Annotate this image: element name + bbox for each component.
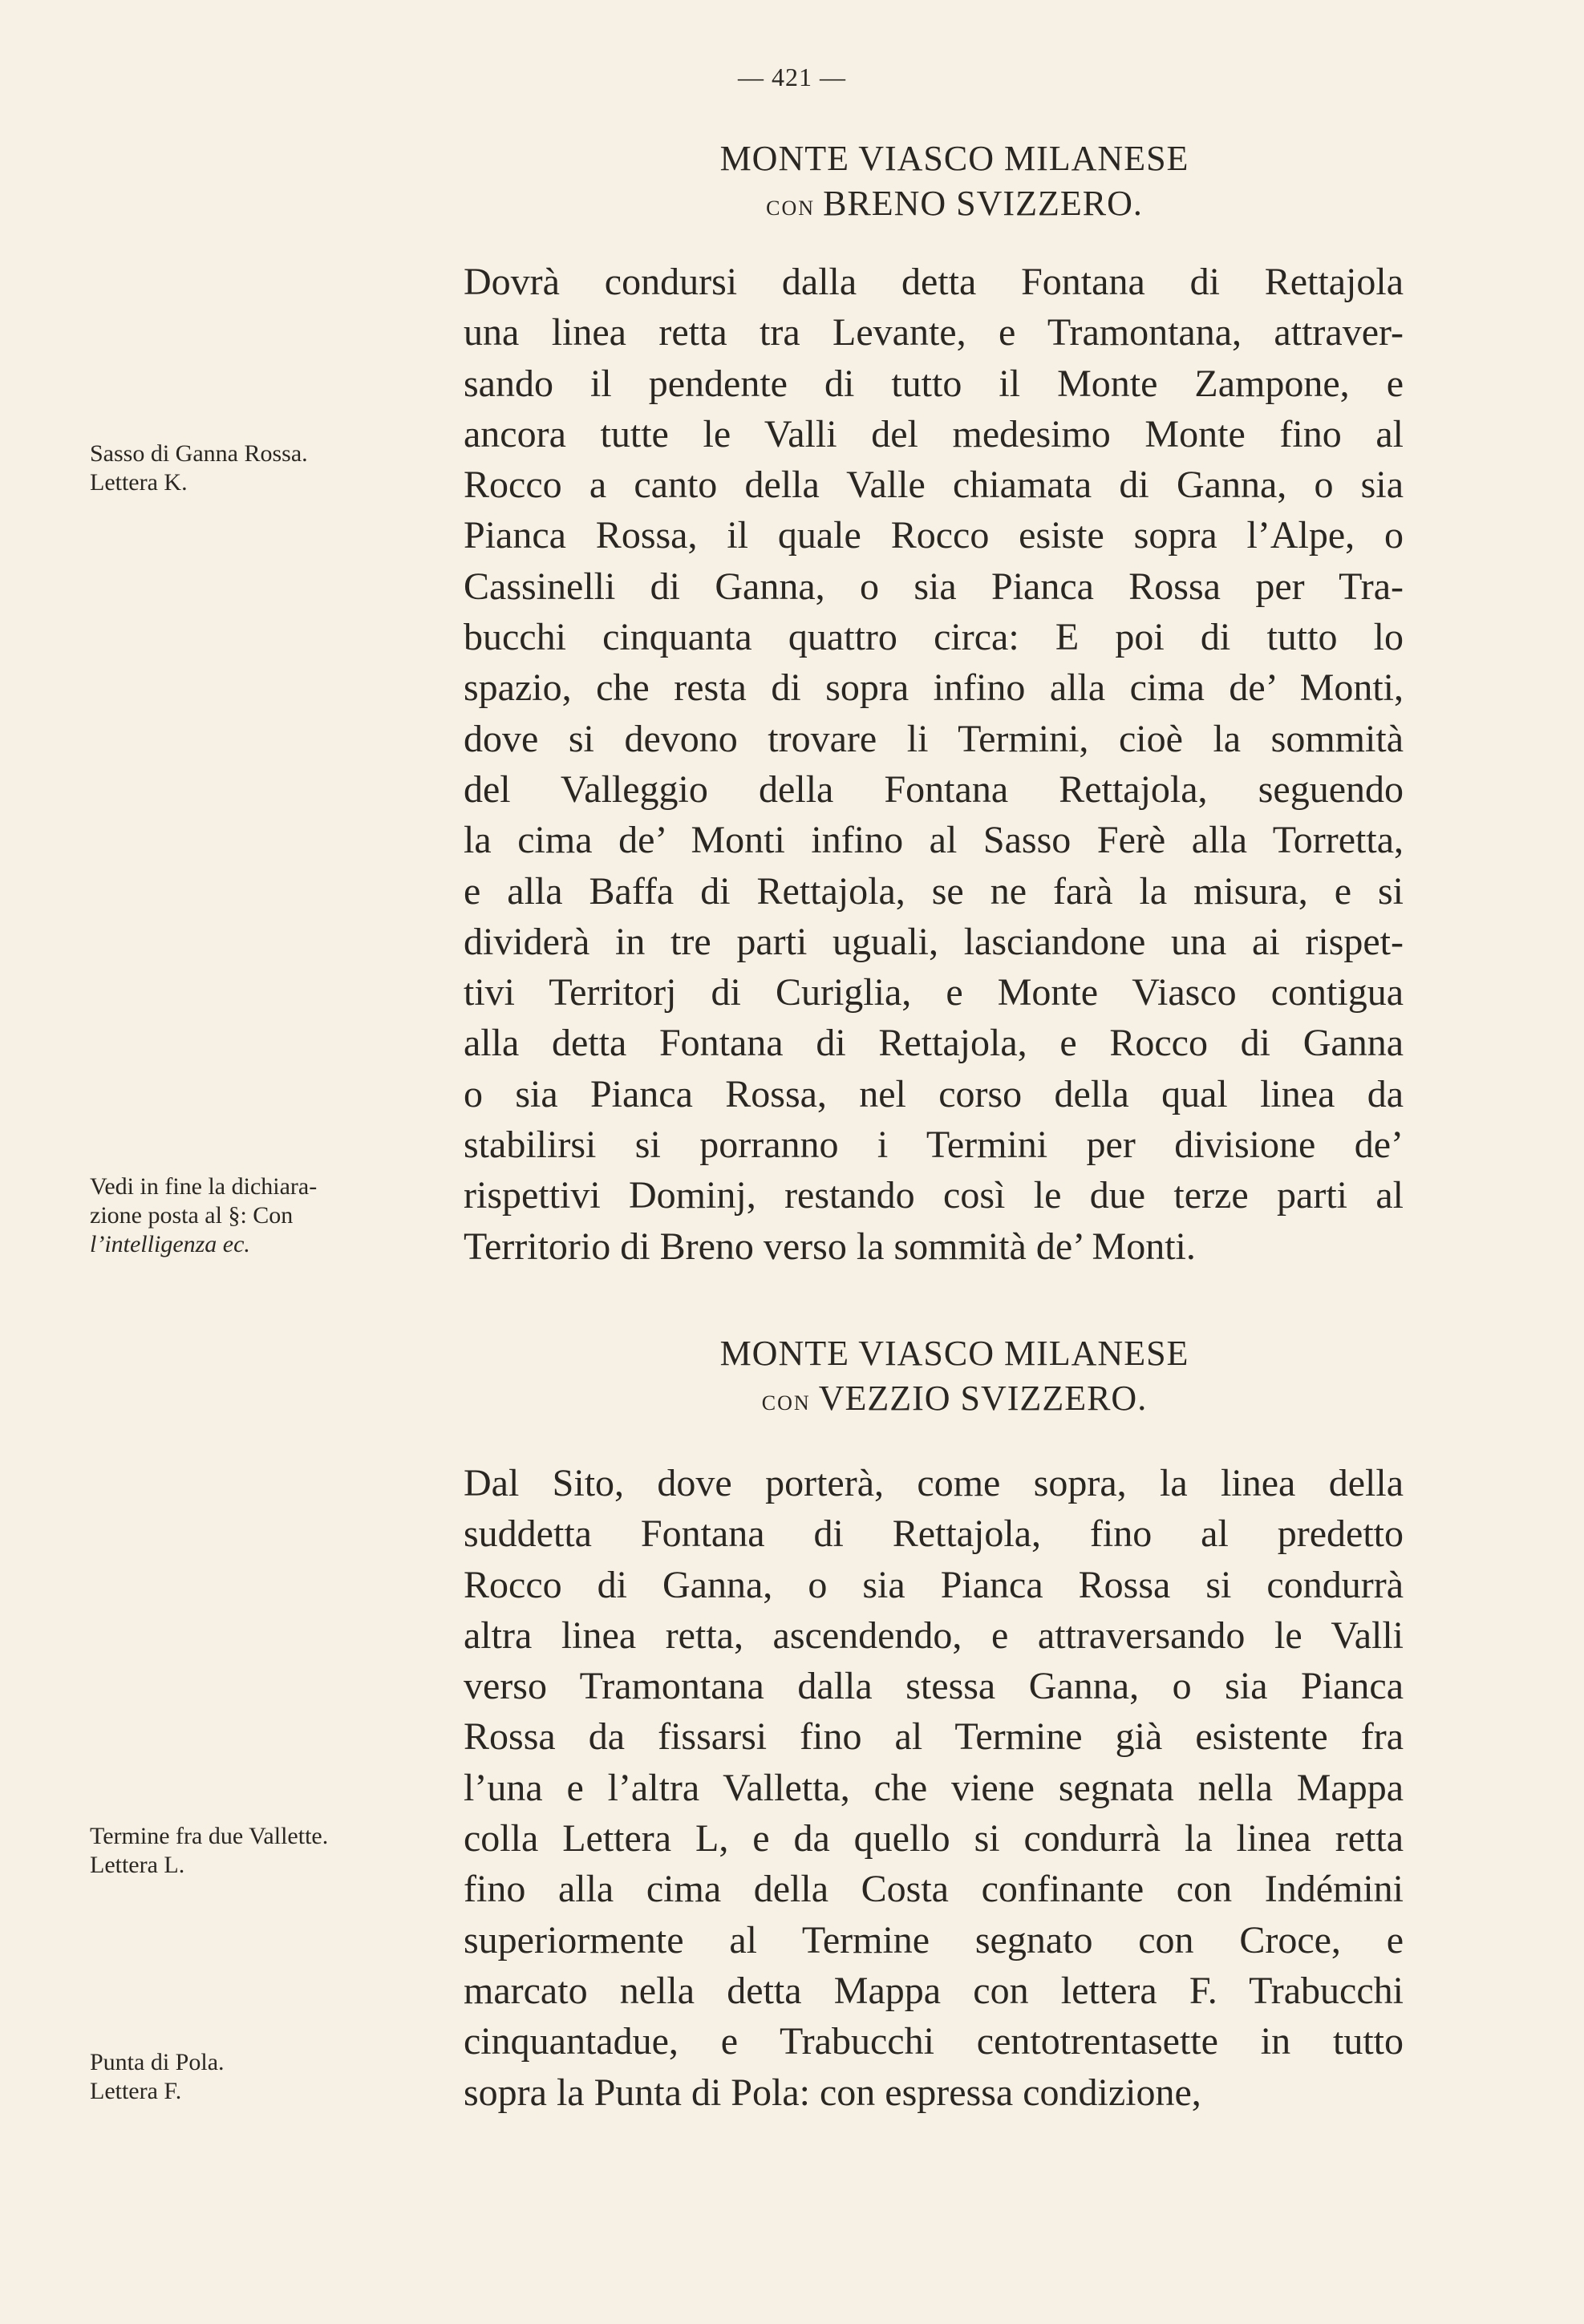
text-line: stabilirsi si porranno i Termini per divisione de’ bbox=[464, 1124, 1404, 1167]
text-line: altra linea retta, ascendendo, e attraversando le Valli bbox=[464, 1613, 1404, 1657]
text-line: sando il pendente di tutto il Monte Zampone, e bbox=[464, 362, 1404, 405]
text-line: Cassinelli di Ganna, o sia Pianca Rossa per Tra- bbox=[464, 565, 1404, 608]
paragraph-breno bbox=[464, 257, 1404, 1272]
note-line: Sasso di Ganna Rossa. bbox=[90, 440, 308, 467]
note-line: zione posta al §: Con bbox=[90, 1202, 294, 1229]
note-line: Termine fra due Vallette. bbox=[90, 1823, 329, 1849]
subtitle-prefix: CON bbox=[761, 1391, 811, 1415]
section-subtitle bbox=[461, 181, 1448, 231]
note-line: Punta di Pola. bbox=[90, 2049, 225, 2075]
text-line: spazio, che resta di sopra infino alla cima de’ Monti, bbox=[464, 666, 1404, 710]
text-line: o sia Pianca Rossa, nel corso della qual linea da bbox=[464, 1072, 1404, 1115]
text-line: Rocco a canto della Valle chiamata di Ganna, o sia bbox=[464, 464, 1404, 507]
text-line: suddetta Fontana di Rettajola, fino al predetto bbox=[464, 1512, 1404, 1556]
text-line: ancora tutte le Valli del medesimo Monte fino al bbox=[464, 412, 1404, 455]
paragraph-vezzio bbox=[464, 1458, 1404, 2118]
text-line: bucchi cinquanta quattro circa: E poi di tutto lo bbox=[464, 616, 1404, 659]
margin-note-punta bbox=[90, 2048, 435, 2106]
text-line: superiormente al Termine segnato con Croce, e bbox=[464, 1918, 1404, 1962]
text-line: del Valleggio della Fontana Rettajola, seguendo bbox=[464, 767, 1404, 811]
text-line: dove si devono trovare li Termini, cioè la sommità bbox=[464, 717, 1404, 760]
text-line: fino alla cima della Costa confinante con Indémini bbox=[464, 1868, 1404, 1911]
text-line: e alla Baffa di Rettajola, se ne farà la misura, e si bbox=[464, 869, 1404, 913]
margin-note-sasso bbox=[90, 439, 435, 497]
note-line: Lettera L. bbox=[90, 1852, 185, 1878]
text-line: dividerà in tre parti uguali, lasciandone una ai rispet- bbox=[464, 920, 1404, 963]
text-line: l’una e l’altra Valletta, che viene segnata nella Mappa bbox=[464, 1766, 1404, 1809]
note-line: Vedi in fine la dichiara- bbox=[90, 1173, 318, 1200]
text-line: Pianca Rossa, il quale Rocco esiste sopra l’Alpe, o bbox=[464, 514, 1404, 557]
note-line: l’intelligenza ec. bbox=[90, 1231, 250, 1257]
section-title-text: MONTE VIASCO MILANESE bbox=[719, 139, 1189, 178]
text-line: verso Tramontana dalla stessa Ganna, o sia Pianca bbox=[464, 1665, 1404, 1708]
note-line: Lettera K. bbox=[90, 469, 188, 496]
text-line: marcato nella detta Mappa con lettera F. Trabucchi bbox=[464, 1969, 1404, 2012]
text-line: Rossa da fissarsi fino al Termine già esistente fra bbox=[464, 1715, 1404, 1759]
text-line: cinquantadue, e Trabucchi centotrentasette in tutto bbox=[464, 2020, 1404, 2063]
text-line: alla detta Fontana di Rettajola, e Rocco di Ganna bbox=[464, 1022, 1404, 1065]
section-title-text: MONTE VIASCO MILANESE bbox=[719, 1334, 1189, 1373]
subtitle-text: BRENO SVIZZERO. bbox=[823, 184, 1143, 223]
section-title-breno bbox=[461, 136, 1448, 231]
text-line: rispettivi Dominj, restando così le due terze parti al bbox=[464, 1174, 1404, 1217]
text-line: tivi Territorj di Curiglia, e Monte Viasco contigua bbox=[464, 971, 1404, 1014]
margin-note-termine bbox=[90, 1822, 435, 1880]
subtitle-text: VEZZIO SVIZZERO. bbox=[818, 1379, 1148, 1418]
section-subtitle bbox=[461, 1376, 1448, 1426]
margin-note-vedi bbox=[90, 1172, 435, 1259]
text-line: Territorio di Breno verso la sommità de’ Monti. bbox=[464, 1225, 1196, 1268]
subtitle-prefix: CON bbox=[766, 196, 816, 220]
note-line: Lettera F. bbox=[90, 2078, 182, 2104]
page-number: — 421 — bbox=[738, 63, 846, 91]
section-title-vezzio bbox=[461, 1331, 1448, 1426]
text-line: sopra la Punta di Pola: con espressa condizione, bbox=[464, 2071, 1201, 2114]
text-line: Dal Sito, dove porterà, come sopra, la linea della bbox=[464, 1462, 1404, 1504]
text-line: colla Lettera L, e da quello si condurrà la linea retta bbox=[464, 1817, 1404, 1860]
text-line: una linea retta tra Levante, e Tramontana, attraver- bbox=[464, 311, 1404, 354]
text-line: Rocco di Ganna, o sia Pianca Rossa si condurrà bbox=[464, 1563, 1404, 1606]
text-line: la cima de’ Monti infino al Sasso Ferè alla Torretta, bbox=[464, 819, 1404, 862]
text-line: Dovrà condursi dalla detta Fontana di Rettajola bbox=[464, 261, 1404, 303]
